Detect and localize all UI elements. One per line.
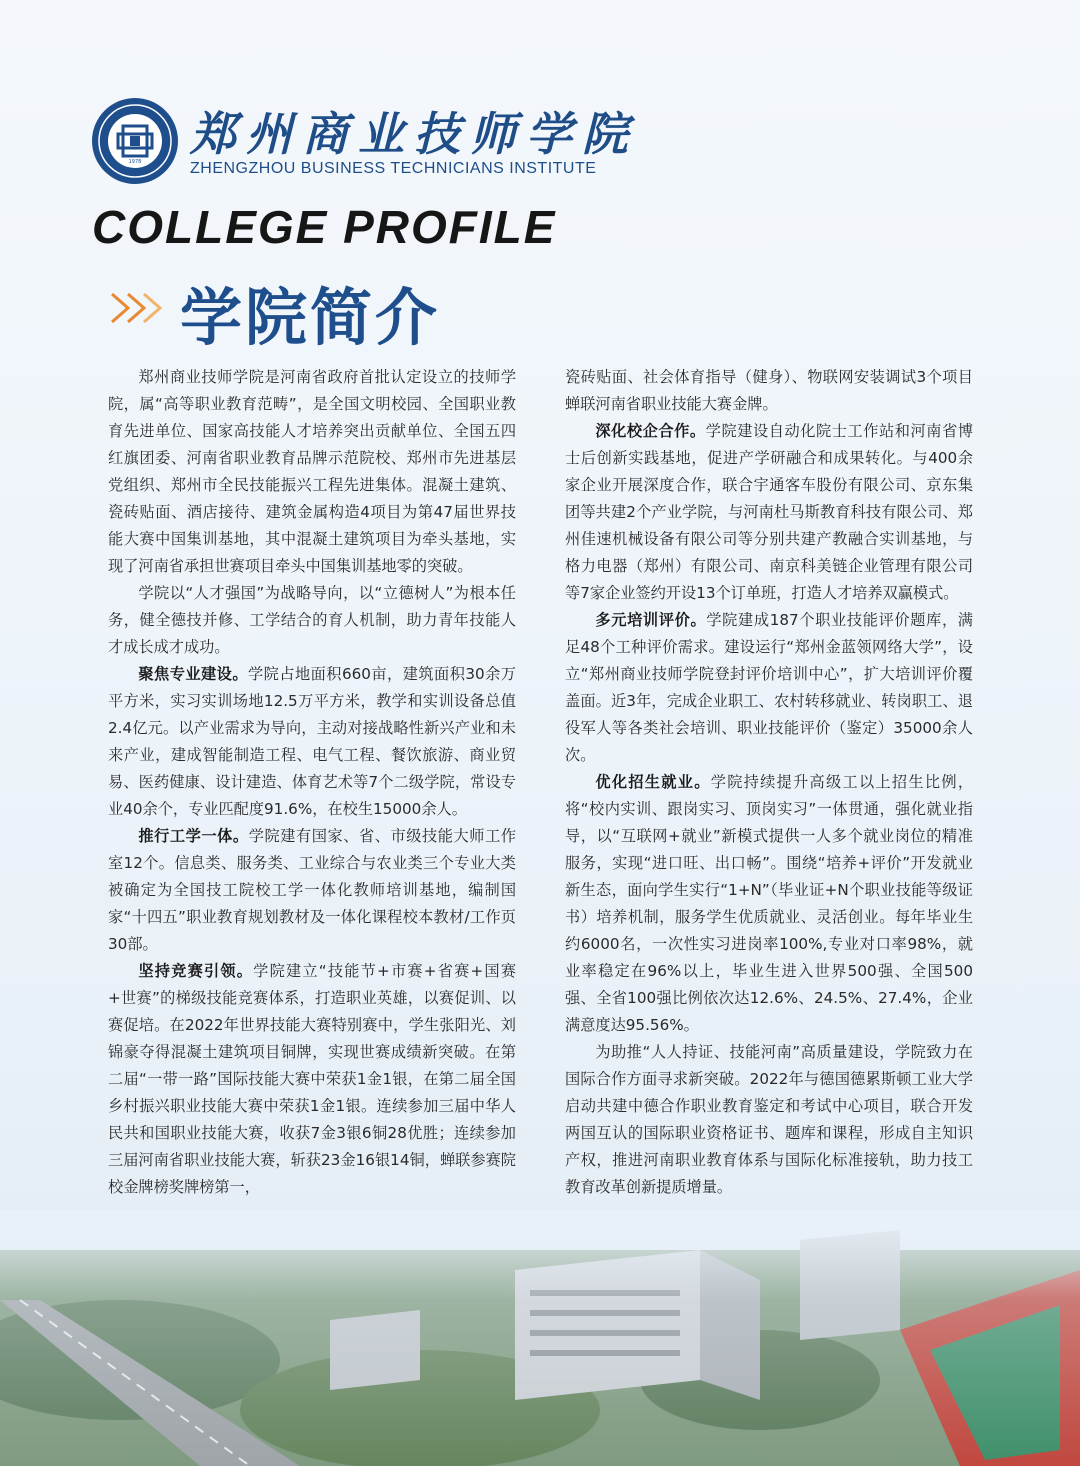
paragraph-strategy: 学院以“人才强国”为战略导向，以“立德树人”为根本任务，健全德技并修、工学结合的育人机制，助力青年技能人才成长成才成功。 (108, 584, 516, 656)
paragraph-international: 为助推“人人持证、技能河南”高质量建设，学院致力在国际合作方面寻求新突破。2022年与德国德累斯顿工业大学启动共建中德合作职业教育鉴定和考试中心项目，联合开发两国互认的国际职业资格证书、题库和课程，形成自主知识产权，推进河南职业教育体系与国际化标准接轨，助力技工教育改革创新提质增量。 (565, 1043, 973, 1196)
section-title: 学院简介 (180, 281, 441, 354)
campus-aerial-image (0, 1210, 1080, 1466)
keyword-heading: 多元培训评价。 (595, 611, 707, 629)
chevron-right-icon (108, 290, 166, 326)
paragraph-enterprise: 深化校企合作。学院建设自动化院士工作站和河南省博士后创新实践基地，促进产学研融合和成果转化。与400余家企业开展深度合作，联合宇通客车股份有限公司、京东集团等共建2个产业学院，与河南杜马斯教育科技有限公司、郑州佳速机械设备有限公司等分别共建产教融合实训基地，与格力电器（郑州）有限公司、南京科美链企业管理有限公司等7家企业签约开设13个订单班，打造人才培养双赢模式。 (565, 422, 974, 602)
logo-year: 1978 (128, 159, 142, 165)
right-column (565, 364, 973, 1201)
school-emblem-icon (90, 96, 180, 186)
school-name-cn: 郑州商业技师学院 (190, 107, 638, 161)
keyword-heading: 聚焦专业建设。 (138, 665, 248, 683)
keyword-heading: 坚持竞赛引领。 (138, 962, 254, 980)
keyword-heading: 深化校企合作。 (595, 422, 706, 440)
profile-heading-en: COLLEGE PROFILE (92, 201, 557, 253)
school-name-en: ZHENGZHOU BUSINESS TECHNICIANS INSTITUTE (190, 160, 597, 177)
paragraph-competition-cont: 瓷砖贴面、社会体育指导（健身）、物联网安装调试3个项目蝉联河南省职业技能大赛金牌。 (565, 368, 973, 413)
paragraph-training: 多元培训评价。学院建成187个职业技能评价题库，满足48个工种评价需求。建设运行“郑州金蓝领网络大学”，设立“郑州商业技师学院登封评价培训中心”，扩大培训评价覆盖面。近3年，完成企业职工、农村转移就业、转岗职工、退役军人等各类社会培训、职业技能评价（鉴定）35000余人次。 (565, 611, 973, 764)
paragraph-employment: 优化招生就业。学院持续提升高级工以上招生比例，将“校内实训、跟岗实习、顶岗实习”一体贯通，强化就业指导，以“互联网+就业”新模式提供一人多个就业岗位的精准服务，实现“进口旺、出口畅”。围绕“培养+评价”开发就业新生态，面向学生实行“1+N”（毕业证+N个职业技能等级证书）培养机制，服务学生优质就业、灵活创业。每年毕业生约6000名，一次性实习进岗率100%,专业对口率98%，就业率稳定在96%以上，毕业生进入世界500强、全国500强、全省100强比例依次达12.6%、24.5%、27.4%，企业满意度达95.56%。 (565, 773, 974, 1034)
paragraph-competition: 坚持竞赛引领。学院建立“技能节+市赛+省赛+国赛+世赛”的梯级技能竞赛体系，打造职业英雄，以赛促训、以赛促培。在2022年世界技能大赛特别赛中，学生张阳光、刘锦豪夺得混凝土建筑项目铜牌，实现世赛成绩新突破。在第二届“一带一路”国际技能大赛中荣获1金1银，在第二届全国乡村振兴职业技能大赛中荣获1金1银。连续参加三届中华人民共和国职业技能大赛，收获7金3银6铜28优胜；连续参加三届河南省职业技能大赛，斩获23金16银14铜，蝉联参赛院校金牌榜奖牌榜第一， (108, 962, 517, 1196)
paragraph-intro: 郑州商业技师学院是河南省政府首批认定设立的技师学院，属“高等职业教育范畴”，是全国文明校园、全国职业教育先进单位、国家高技能人才培养突出贡献单位、全国五四红旗团委、河南省职业教育品牌示范院校、郑州市先进基层党组织、郑州市全民技能振兴工程先进集体。混凝土建筑、瓷砖贴面、酒店接待、建筑金属构造4项目为第47届世界技能大赛中国集训基地，其中混凝土建筑项目为牵头基地，实现了河南省承担世赛项目牵头中国集训基地零的突破。 (108, 368, 516, 575)
keyword-heading: 推行工学一体。 (138, 827, 249, 845)
keyword-heading: 优化招生就业。 (595, 773, 711, 791)
left-column (108, 364, 516, 1201)
paragraph-specialty: 聚焦专业建设。学院占地面积660亩，建筑面积30余万平方米，实习实训场地12.5万平方米，教学和实训设备总值2.4亿元。以产业需求为导向，主动对接战略性新兴产业和未来产业，建成智能制造工程、电气工程、餐饮旅游、商业贸易、医药健康、设计建造、体育艺术等7个二级学院，常设专业40余个，专业匹配度91.6%，在校生15000余人。 (108, 665, 516, 818)
paragraph-work-study: 推行工学一体。学院建有国家、省、市级技能大师工作室12个。信息类、服务类、工业综合与农业类三个专业大类被确定为全国技工院校工学一体化教师培训基地，编制国家“十四五”职业教育规划教材及一体化课程校本教材/工作页30部。 (108, 827, 517, 953)
school-logo (90, 96, 180, 186)
